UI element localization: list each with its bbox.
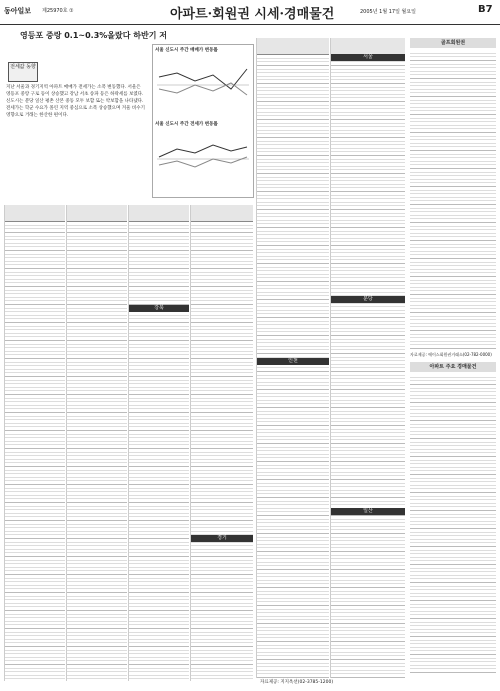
chart-sales	[153, 55, 251, 115]
publish-date: 2005년 1월 17일 월요일	[360, 9, 417, 15]
section-label: 분당	[331, 296, 405, 303]
price-table-middle	[256, 38, 406, 678]
golf-membership-panel	[410, 38, 496, 678]
section-label: 인천	[257, 358, 329, 365]
section-label: 일산	[331, 508, 405, 515]
lead-body: 지난 서울과 경기지역 아파트 매매가 전세가는 소폭 변동했다. 서울은 영등포 중랑 구로 등이 상승했고 강남 서초 송파 등은 하락세를 보였다. 신도시는 분당 일산 평촌 산본 중동 모두 보합 또는 약보합을 나타냈다. 전세가는 학군 수요가 몰린 지역 중심으로 소폭 상승했으며 겨울 비수기 영향으로 거래는 한산한 편이다.	[6, 85, 145, 118]
paper-name: 동아일보	[4, 7, 32, 15]
auction-title: 아파트 주요 경매물건	[410, 362, 496, 372]
lead-badge: 전세값 동향	[8, 62, 38, 82]
chart-rent	[153, 129, 251, 189]
section-label: 경기	[191, 535, 253, 542]
page-header	[0, 0, 500, 25]
section-title: 아파트·회원권 시세·경매물건	[170, 7, 335, 22]
golf-title: 골프회원권	[410, 38, 496, 48]
page-number: B7	[478, 4, 493, 15]
issue-number: 제25970호 ①	[42, 8, 74, 14]
lead-headline: 영등포 중랑 0.1~0.3%올랐다 하반기 저	[20, 31, 167, 40]
footer-source: 자료제공: 지지옥션(02-3785-1200)	[260, 680, 334, 685]
section-label: 서울	[331, 54, 405, 61]
chart-title-rent: 서울 신도시 주간 전세가 변동률	[155, 122, 218, 127]
price-table-left	[4, 205, 252, 681]
trend-charts	[152, 44, 254, 198]
chart-title-sales: 서울 신도시 주간 매매가 변동률	[155, 48, 218, 53]
section-label: 강북	[129, 305, 189, 312]
golf-source: 자료제공: 에이스회원권거래소(02-782-0000)	[410, 352, 492, 357]
